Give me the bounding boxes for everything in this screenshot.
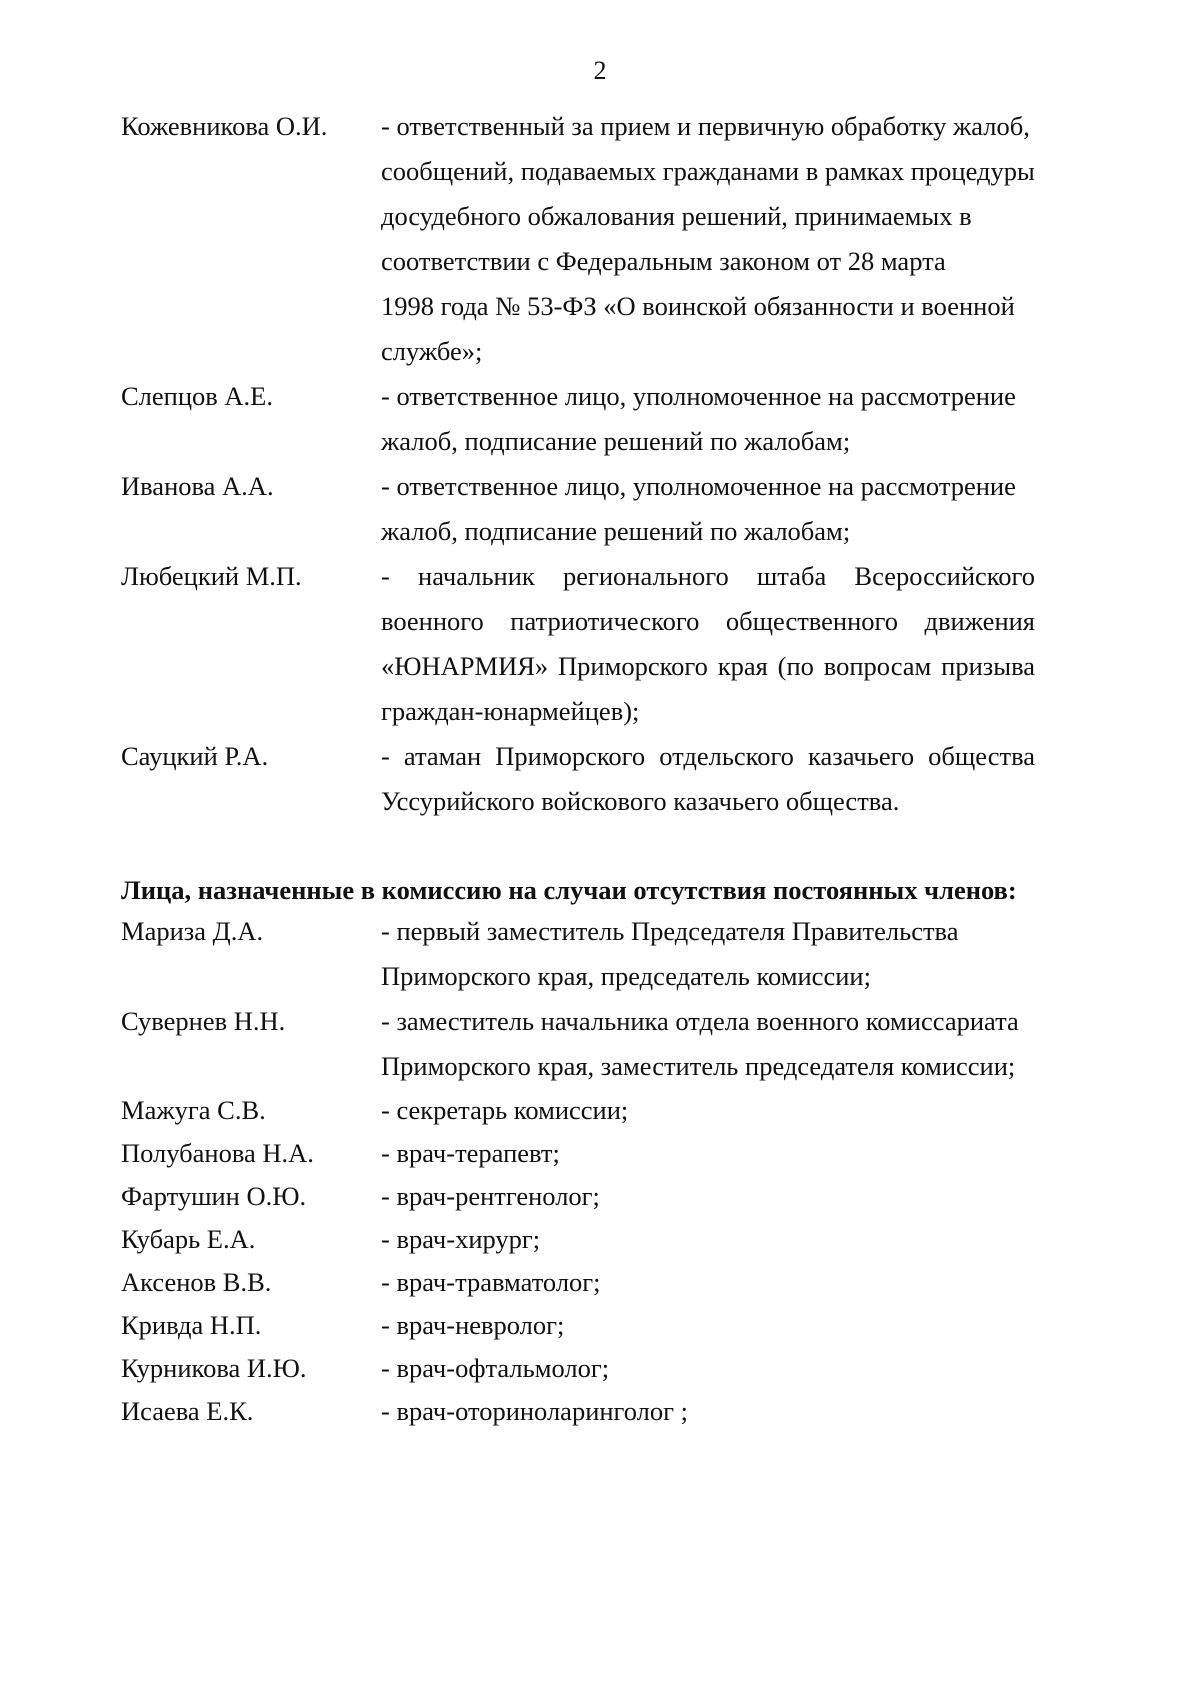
role-line: - врач-офтальмолог; (381, 1353, 610, 1383)
role-line: Уссурийского войскового казачьего общества. (381, 786, 900, 816)
role-line: «ЮНАРМИЯ» Приморского края (по вопросам призыва (381, 651, 1035, 681)
member-role (381, 464, 1035, 554)
role-line: - врач-оториноларинголог ; (381, 1396, 689, 1426)
substitute-row (121, 999, 1035, 1089)
substitute-role (381, 1218, 1035, 1261)
member-row (121, 374, 1035, 464)
member-row (121, 734, 1035, 824)
role-line: - атаман Приморского отдельского казачьего общества (381, 741, 1035, 771)
substitute-name: Полубанова Н.А. (121, 1138, 314, 1168)
substitute-name: Сувернев Н.Н. (121, 1006, 286, 1036)
substitute-role (381, 1132, 1035, 1175)
role-line: 1998 года № 53-ФЗ «О воинской обязанности и военной (381, 291, 1015, 321)
substitute-name: Кубарь Е.А. (121, 1224, 256, 1254)
substitute-name: Фартушин О.Ю. (121, 1181, 307, 1211)
role-line: Приморского края, заместитель председателя комиссии; (381, 1051, 1016, 1081)
role-line: - ответственное лицо, уполномоченное на рассмотрение (381, 471, 1016, 501)
member-row (121, 554, 1035, 734)
substitute-role (381, 1175, 1035, 1218)
role-line: - секретарь комиссии; (381, 1095, 629, 1125)
substitute-role (381, 1089, 1035, 1132)
role-line: - врач-хирург; (381, 1224, 541, 1254)
role-line: сообщений, подаваемых гражданами в рамках процедуры (381, 156, 1035, 186)
member-role (381, 554, 1035, 734)
role-line: - первый заместитель Председателя Правительства (381, 916, 959, 946)
member-row (121, 464, 1035, 554)
role-line: жалоб, подписание решений по жалобам; (381, 516, 851, 546)
substitute-role (381, 1347, 1035, 1390)
role-line: - начальник регионального штаба Всероссийского (381, 561, 1035, 591)
substitute-row (121, 1304, 1035, 1347)
role-line: - врач-терапевт; (381, 1138, 560, 1168)
role-line: жалоб, подписание решений по жалобам; (381, 426, 851, 456)
substitute-row (121, 1390, 1035, 1433)
substitute-row (121, 1218, 1035, 1261)
member-name: Любецкий М.П. (121, 561, 302, 591)
substitute-name: Исаева Е.К. (121, 1396, 254, 1426)
substitute-row (121, 1089, 1035, 1132)
substitutes-heading: Лица, назначенные в комиссию на случаи отсутствия постоянных членов: (121, 875, 1017, 905)
member-name: Кожевникова О.И. (121, 111, 328, 141)
substitute-role (381, 909, 1035, 999)
substitute-name: Аксенов В.В. (121, 1267, 272, 1297)
member-row (121, 104, 1035, 374)
role-line: - заместитель начальника отдела военного комиссариата (381, 1006, 1019, 1036)
member-name: Иванова А.А. (121, 471, 274, 501)
member-role (381, 104, 1035, 374)
role-line: граждан-юнармейцев); (381, 696, 640, 726)
substitute-role (381, 1304, 1035, 1347)
substitutes-list (121, 909, 1035, 1433)
substitute-role (381, 1261, 1035, 1304)
substitute-row (121, 1132, 1035, 1175)
role-line: - врач-травматолог; (381, 1267, 601, 1297)
role-line: - ответственное лицо, уполномоченное на рассмотрение (381, 381, 1016, 411)
substitute-role (381, 1390, 1035, 1433)
substitute-row (121, 909, 1035, 999)
role-line: военного патриотического общественного движения (381, 606, 1035, 636)
substitute-name: Курникова И.Ю. (121, 1353, 307, 1383)
member-role (381, 734, 1035, 824)
role-line: Приморского края, председатель комиссии; (381, 961, 871, 991)
role-line: досудебного обжалования решений, принимаемых в (381, 201, 972, 231)
substitute-row (121, 1347, 1035, 1390)
page-number: 2 (593, 56, 607, 85)
role-line: - ответственный за прием и первичную обработку жалоб, (381, 111, 1030, 141)
substitute-row (121, 1261, 1035, 1304)
member-name: Сауцкий Р.А. (121, 741, 269, 771)
substitute-row (121, 1175, 1035, 1218)
substitute-name: Кривда Н.П. (121, 1310, 262, 1340)
substitute-name: Мариза Д.А. (121, 916, 264, 946)
role-line: службе»; (381, 336, 483, 366)
substitute-role (381, 999, 1035, 1089)
member-role (381, 374, 1035, 464)
role-line: - врач-рентгенолог; (381, 1181, 600, 1211)
role-line: - врач-невролог; (381, 1310, 565, 1340)
role-line: соответствии с Федеральным законом от 28 марта (381, 246, 946, 276)
substitute-name: Мажуга С.В. (121, 1095, 266, 1125)
members-list (121, 104, 1035, 824)
member-name: Слепцов А.Е. (121, 381, 273, 411)
